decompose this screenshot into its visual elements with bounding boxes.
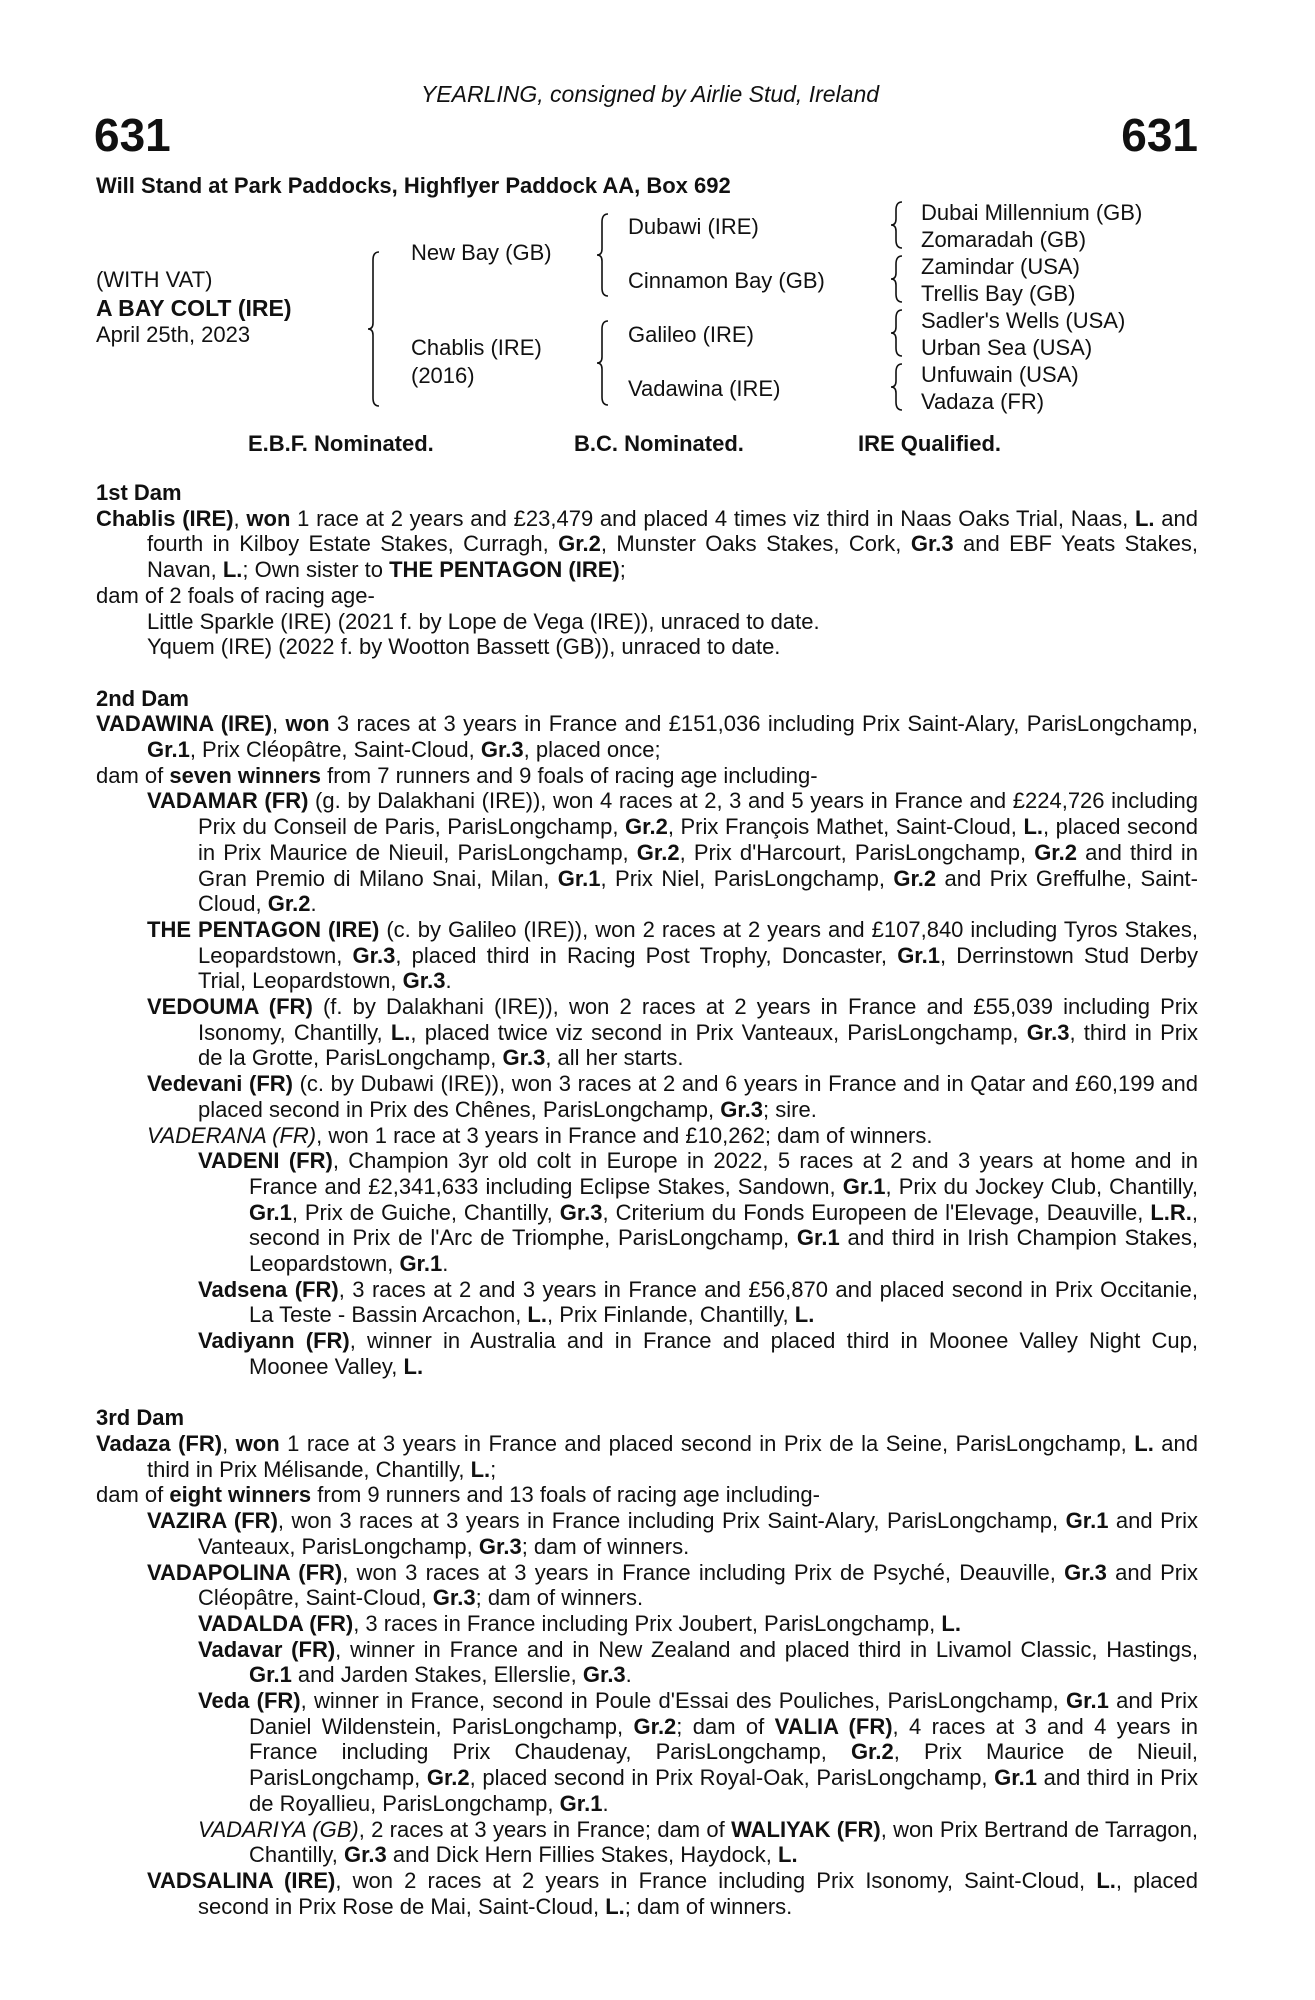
entry-text: ,: [233, 505, 247, 531]
entry-text: and third in Prix de Royallieu, ParisLongchamp,: [249, 1765, 1198, 1816]
pedigree-sire: New Bay (GB): [411, 240, 552, 265]
nomination-ire: IRE Qualified.: [858, 431, 1002, 456]
pedigree-grandparent: Cinnamon Bay (GB): [628, 268, 825, 293]
brace-icon: [597, 321, 608, 405]
bold-text: Vadsena (FR): [198, 1276, 339, 1302]
brace-icon: [368, 252, 379, 406]
entry-text: 3 races at 3 years in France and £151,036 including Prix Saint-Alary, ParisLongchamp,: [329, 711, 1198, 737]
produce-entry: [96, 994, 1198, 1071]
bold-text: L.: [470, 1456, 491, 1482]
entry-text: .: [625, 1662, 632, 1688]
produce-entry: [96, 1071, 1198, 1122]
bold-text: VALIA (FR): [774, 1713, 893, 1739]
bold-text: Vadiyann (FR): [198, 1328, 350, 1354]
entry-text: and Prix Greffulhe, Saint-Cloud,: [198, 865, 1198, 917]
entry-text: .: [602, 1790, 609, 1816]
bold-text: Chablis (IRE): [96, 505, 234, 531]
section-heading: 2nd Dam: [96, 685, 189, 711]
bold-text: Gr.3: [910, 531, 954, 557]
entry-text: , Munster Oaks Stakes, Cork,: [600, 531, 911, 557]
pedigree-great-grandparent: Zomaradah (GB): [921, 227, 1087, 252]
produce-entry: [96, 583, 1198, 609]
entry-text: , placed twice viz second in Prix Vanteaux, ParisLongchamp,: [410, 1019, 1027, 1045]
bold-text: THE PENTAGON (IRE): [147, 916, 380, 942]
horse-name: A BAY COLT (IRE): [96, 295, 292, 321]
lot-number-right: 631: [1121, 109, 1198, 161]
bold-text: VADENI (FR): [198, 1148, 333, 1174]
bold-text: Gr.2: [1034, 839, 1077, 865]
entry-text: , won 3 races at 3 years in France including Prix Saint-Alary, ParisLongchamp,: [277, 1508, 1066, 1534]
bold-text: L.: [1096, 1867, 1116, 1893]
entry-text: and Prix Daniel Wildenstein, ParisLongchamp,: [249, 1688, 1198, 1739]
bold-text: Gr.3: [1064, 1559, 1107, 1585]
bold-text: Gr.3: [582, 1662, 626, 1688]
entry-text: , Prix Finlande, Chantilly,: [546, 1302, 795, 1328]
entry-text: ; dam of winners.: [475, 1585, 644, 1611]
produce-entry: [96, 634, 1198, 660]
entry-text: , 3 races in France including Prix Joubert, ParisLongchamp,: [353, 1610, 942, 1636]
entry-text: .: [310, 891, 317, 917]
bold-text: VADSALINA (IRE): [147, 1867, 336, 1893]
entry-text: Little Sparkle (IRE) (2021 f. by Lope de Vega (IRE)), unraced to date.: [147, 608, 820, 634]
bold-text: VAZIRA (FR): [147, 1508, 278, 1534]
entry-text: (g. by Dalakhani (IRE)), won 4 races at 2, 3 and 5 years in France and £224,726 including Prix du Conseil de Paris, ParisLongchamp,: [198, 788, 1198, 840]
entry-text: ,: [272, 711, 286, 737]
produce-entry: [96, 1277, 1198, 1328]
bold-text: L.: [1134, 505, 1155, 531]
produce-entry: [96, 1123, 1198, 1149]
pedigree-grandparent: Vadawina (IRE): [628, 376, 781, 401]
bold-text: WALIYAK (FR): [731, 1816, 881, 1842]
bold-text: Gr.3: [478, 1533, 522, 1559]
bold-text: Gr.1: [557, 865, 601, 891]
pedigree-grandparent: Dubawi (IRE): [628, 214, 759, 239]
bold-text: Gr.1: [249, 1662, 292, 1688]
produce-entry: [96, 1688, 1198, 1817]
pedigree-great-grandparent: Unfuwain (USA): [921, 362, 1079, 387]
entry-text: ;: [619, 557, 626, 583]
bold-text: eight winners: [169, 1482, 312, 1508]
pedigree-great-grandparent: Urban Sea (USA): [921, 335, 1093, 360]
entry-text: , 2 races at 3 years in France; dam of: [358, 1816, 732, 1842]
bold-text: seven winners: [169, 762, 322, 788]
entry-text: , placed once;: [523, 737, 661, 763]
produce-entry: [96, 1431, 1198, 1482]
bold-text: THE PENTAGON (IRE): [389, 557, 620, 583]
pedigree-dam: Chablis (IRE): [411, 335, 542, 360]
bold-text: VEDOUMA (FR): [147, 994, 313, 1020]
produce-entry: [96, 763, 1198, 789]
bold-text: L.: [222, 557, 243, 583]
consignment-line: YEARLING, consigned by Airlie Stud, Ireland: [420, 81, 880, 107]
entry-text: , won 3 races at 3 years in France including Prix de Psyché, Deauville,: [342, 1559, 1065, 1585]
bold-text: Gr.2: [625, 814, 668, 840]
bold-text: Gr.2: [893, 865, 937, 891]
bold-text: L.: [941, 1610, 961, 1636]
bold-text: Gr.1: [559, 1790, 603, 1816]
entry-text: , Prix Niel, ParisLongchamp,: [600, 865, 894, 891]
entry-text: ; Own sister to: [242, 557, 390, 583]
entry-text: ;: [490, 1456, 497, 1482]
bold-text: Gr.2: [426, 1765, 470, 1791]
bold-text: VADALDA (FR): [198, 1610, 354, 1636]
bold-text: won: [246, 505, 291, 531]
bold-text: Gr.1: [796, 1225, 840, 1251]
entry-text: ; dam of winners.: [624, 1893, 793, 1919]
entry-text: (f. by Dalakhani (IRE)), won 2 races at 2 years in France and £55,039 including Prix Isonomy, Chantilly,: [198, 994, 1198, 1045]
entry-text: , winner in Australia and in France and placed third in Moonee Valley Night Cup, Moonee Valley,: [249, 1328, 1198, 1379]
produce-entry: [96, 1508, 1198, 1559]
entry-text: , 4 races at 3 and 4 years in France including Prix Chaudenay, ParisLongchamp,: [249, 1713, 1198, 1765]
bold-text: Gr.1: [399, 1251, 443, 1277]
entry-text: , placed second in Prix Royal-Oak, ParisLongchamp,: [469, 1765, 995, 1791]
pedigree-great-grandparent: Vadaza (FR): [921, 389, 1045, 414]
bold-text: Gr.1: [147, 737, 190, 763]
bold-text: VADAPOLINA (FR): [147, 1559, 343, 1585]
lot-number-left: 631: [94, 109, 171, 161]
bold-text: Gr.2: [633, 1713, 677, 1739]
produce-entry: [96, 1611, 1198, 1637]
section-heading: 1st Dam: [96, 480, 182, 505]
bold-text: Gr.1: [249, 1199, 292, 1225]
produce-entry: [96, 1482, 1198, 1508]
bold-text: Gr.1: [897, 942, 940, 968]
bold-text: L.: [1134, 1430, 1154, 1456]
entry-text: , winner in France, second in Poule d'Essai des Pouliches, ParisLongchamp,: [300, 1688, 1067, 1714]
bold-text: L.: [778, 1842, 798, 1868]
entry-text: , placed second in Prix Rose de Mai, Saint-Cloud,: [198, 1867, 1198, 1919]
produce-entry: [96, 1868, 1198, 1919]
bold-text: Gr.1: [994, 1765, 1037, 1791]
stand-info: Will Stand at Park Paddocks, Highflyer Paddock AA, Box 692: [96, 173, 731, 198]
entry-text: and EBF Yeats Stakes, Navan,: [147, 531, 1198, 583]
entry-text: , placed third in Racing Post Trophy, Doncaster,: [395, 942, 898, 968]
entry-text: , won 1 race at 3 years in France and £10,262; dam of winners.: [316, 1122, 933, 1148]
entry-text: , Prix François Mathet, Saint-Cloud,: [667, 814, 1024, 840]
section-heading: 3rd Dam: [96, 1405, 185, 1431]
produce-entry: [96, 1817, 1198, 1868]
entry-text: 1 race at 2 years and £23,479 and placed 4 times viz third in Naas Oaks Trial, Naas,: [290, 505, 1135, 531]
entry-text: from 7 runners and 9 foals of racing age including-: [321, 762, 818, 788]
produce-entry: [96, 609, 1198, 635]
bold-text: Gr.1: [1066, 1688, 1109, 1714]
bold-text: won: [235, 1430, 280, 1456]
nomination-bc: B.C. Nominated.: [574, 431, 744, 456]
entry-text: , 3 races at 2 and 3 years in France and £56,870 and placed second in Prix Occitanie, La Teste - Bassin Arcachon,: [249, 1276, 1198, 1328]
bold-text: Vadaza (FR): [96, 1430, 223, 1456]
produce-entry: [96, 1560, 1198, 1611]
entry-text: , Derrinstown Stud Derby Trial, Leopardstown,: [198, 942, 1199, 994]
bold-text: Gr.2: [558, 531, 601, 557]
entry-text: , Prix Maurice de Nieuil, ParisLongchamp,: [249, 1739, 1199, 1791]
bold-text: Gr.3: [352, 942, 396, 968]
entry-text: ,: [222, 1430, 236, 1456]
entry-text: ; sire.: [763, 1096, 817, 1122]
entry-text: (c. by Dubawi (IRE)), won 3 races at 2 and 6 years in France and in Qatar and £60,199 and placed second in Prix des Chênes, ParisLongchamp,: [198, 1071, 1198, 1122]
produce-entry: [96, 1148, 1198, 1277]
entry-text: , all her starts.: [545, 1045, 684, 1071]
entry-text: , won Prix Bertrand de Tarragon, Chantilly,: [249, 1816, 1198, 1868]
produce-entry: [96, 711, 1198, 762]
produce-entry: [96, 917, 1198, 994]
vat-note: (WITH VAT): [96, 267, 213, 292]
entry-text: , Criterium du Fonds Europeen de l'Elevage, Deauville,: [602, 1199, 1151, 1225]
brace-icon: [891, 256, 902, 302]
entry-text: , winner in France and in New Zealand and placed third in Livamol Classic, Hastings,: [335, 1636, 1198, 1662]
entry-text: and fourth in Kilboy Estate Stakes, Curragh,: [147, 505, 1198, 557]
italic-text: VADARIYA (GB): [198, 1816, 359, 1842]
italic-text: VADERANA (FR): [147, 1122, 317, 1148]
dam-section: [96, 480, 1198, 660]
pedigree-great-grandparent: Zamindar (USA): [921, 254, 1080, 279]
bold-text: VADAMAR (FR): [147, 788, 309, 814]
bold-text: Gr.3: [559, 1199, 603, 1225]
entry-text: , placed second in Prix Maurice de Nieuil, ParisLongchamp,: [198, 814, 1199, 865]
bold-text: VADAWINA (IRE): [96, 711, 273, 737]
bold-text: L.: [1023, 814, 1043, 840]
entry-text: ; dam of: [676, 1713, 775, 1739]
bold-text: Gr.1: [842, 1173, 886, 1199]
bold-text: Gr.3: [432, 1585, 476, 1611]
bold-text: Gr.3: [502, 1045, 546, 1071]
brace-icon: [891, 310, 902, 356]
entry-text: and third in Irish Champion Stakes, Leopardstown,: [249, 1225, 1198, 1277]
entry-text: Yquem (IRE) (2022 f. by Wootton Bassett (GB)), unraced to date.: [147, 634, 781, 660]
entry-text: , Prix d'Harcourt, ParisLongchamp,: [679, 839, 1035, 865]
entry-text: , won 2 races at 2 years in France including Prix Isonomy, Saint-Cloud,: [335, 1867, 1097, 1893]
bold-text: Gr.1: [1065, 1508, 1109, 1534]
entry-text: from 9 runners and 13 foals of racing age including-: [311, 1482, 820, 1508]
entry-text: , third in Prix de la Grotte, ParisLongchamp,: [198, 1019, 1198, 1071]
pedigree-grandparent: Galileo (IRE): [628, 322, 754, 347]
entry-text: , second in Prix de l'Arc de Triomphe, ParisLongchamp,: [249, 1199, 1198, 1251]
entry-text: dam of: [96, 762, 170, 788]
entry-text: and third in Gran Premio di Milano Snai, Milan,: [198, 839, 1198, 891]
brace-icon: [597, 214, 608, 296]
entry-text: , Prix de Guiche, Chantilly,: [291, 1199, 560, 1225]
entry-text: , Champion 3yr old colt in Europe in 2022, 5 races at 2 and 3 years at home and in France and £2,341,633 including Eclipse Stakes, Sandown,: [249, 1148, 1198, 1199]
produce-entry: [96, 506, 1198, 583]
entry-text: 1 race at 3 years in France and placed second in Prix de la Seine, ParisLongchamp,: [279, 1430, 1135, 1456]
bold-text: L.: [794, 1302, 815, 1328]
bold-text: Vedevani (FR): [147, 1071, 293, 1097]
bold-text: Gr.3: [1026, 1019, 1070, 1045]
bold-text: Gr.2: [636, 839, 680, 865]
produce-entry: [96, 1637, 1198, 1688]
bold-text: L.: [390, 1019, 411, 1045]
brace-icon: [891, 202, 902, 248]
pedigree-dam-year: (2016): [411, 363, 475, 388]
entry-text: dam of 2 foals of racing age-: [96, 582, 375, 608]
entry-text: and Jarden Stakes, Ellerslie,: [291, 1662, 583, 1688]
entry-text: and third in Prix Mélisande, Chantilly,: [147, 1430, 1199, 1482]
entry-text: .: [445, 968, 452, 994]
entry-text: , Prix du Jockey Club, Chantilly,: [885, 1173, 1198, 1199]
bold-text: Veda (FR): [198, 1688, 301, 1714]
bold-text: Gr.2: [850, 1739, 894, 1765]
produce-record: [96, 480, 1198, 1945]
pedigree-great-grandparent: Dubai Millennium (GB): [921, 200, 1143, 225]
bold-text: Gr.3: [720, 1096, 764, 1122]
foaling-date: April 25th, 2023: [96, 322, 251, 347]
nomination-ebf: E.B.F. Nominated.: [248, 431, 434, 456]
produce-entry: [96, 788, 1198, 917]
bold-text: Gr.2: [267, 891, 311, 917]
entry-text: .: [442, 1251, 449, 1277]
dam-section: [96, 686, 1198, 1380]
bold-text: Gr.3: [343, 1842, 387, 1868]
entry-text: ; dam of winners.: [521, 1533, 690, 1559]
dam-section: [96, 1405, 1198, 1919]
bold-text: won: [285, 711, 330, 737]
bold-text: L.: [527, 1302, 547, 1328]
entry-text: dam of: [96, 1482, 170, 1508]
bold-text: Gr.3: [402, 968, 446, 994]
entry-text: and Prix Vanteaux, ParisLongchamp,: [198, 1508, 1199, 1559]
entry-text: (c. by Galileo (IRE)), won 2 races at 2 years and £107,840 including Tyros Stakes, Leopardstown,: [198, 916, 1198, 968]
brace-icon: [891, 364, 902, 410]
pedigree-great-grandparent: Sadler's Wells (USA): [921, 308, 1126, 333]
bold-text: L.: [605, 1893, 625, 1919]
bold-text: L.R.: [1150, 1199, 1192, 1225]
bold-text: L.: [403, 1353, 424, 1379]
bold-text: Gr.3: [480, 737, 524, 763]
entry-text: , Prix Cléopâtre, Saint-Cloud,: [189, 737, 481, 763]
entry-text: and Prix Cléopâtre, Saint-Cloud,: [198, 1559, 1198, 1611]
produce-entry: [96, 1328, 1198, 1379]
entry-text: and Dick Hern Fillies Stakes, Haydock,: [386, 1842, 779, 1868]
pedigree-great-grandparent: Trellis Bay (GB): [921, 281, 1076, 306]
bold-text: Vadavar (FR): [198, 1636, 336, 1662]
